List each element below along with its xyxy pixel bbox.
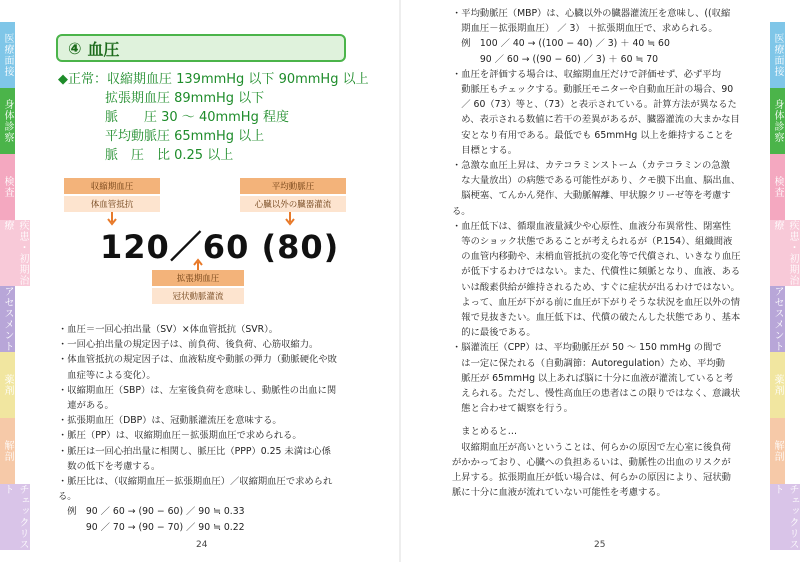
text-line: 脈圧が 65mmHg 以上あれば脳に十分に血液が灌流していると考: [452, 372, 734, 384]
bp-diagram: [60, 178, 350, 308]
text-line: な大量放出）の病態である可能性があり、クモ膜下出血、脳出血、: [452, 175, 741, 187]
text-line: ・脈圧比は、（収縮期血圧－拡張期血圧）／収縮期血圧で求められる。: [58, 476, 333, 503]
text-line: いは酸素供給が維持されるため、すぐに症状が出るわけではない。: [452, 281, 740, 293]
text-line: が低下するわけではない。また、代償性に頻脈となり、血液、ある: [452, 266, 741, 278]
book-spine: [399, 0, 401, 562]
normal-value: 脈 圧 30 ～ 40mmHg 程度: [105, 110, 289, 125]
systolic-box: 収縮期血圧: [64, 178, 160, 194]
index-tab[interactable]: 検査: [0, 154, 15, 220]
text-line: 収縮期血圧が高いということは、何らかの原因で左心室に後負荷: [452, 441, 731, 453]
index-tab[interactable]: アセスメント: [2, 286, 13, 352]
text-line: 態と合わせて観察を行う。: [452, 403, 573, 415]
bp-value: 120／60 (80): [100, 228, 340, 266]
text-line: の血管内移動や、末梢血管抵抗の変化等で代償され、いきなり血圧: [452, 251, 741, 263]
index-tab[interactable]: 薬剤: [0, 352, 15, 418]
normal-row: [58, 127, 369, 146]
text-line: 脈に十分に血液が流れていない可能性を考慮する。: [452, 487, 666, 499]
map-box: 平均動脈圧: [240, 178, 346, 194]
text-line: 動脈圧もチェックする。動脈圧モニターや自動血圧計の場合、90: [452, 84, 734, 96]
text-line: ・一回心拍出量の規定因子は、前負荷、後負荷、心筋収縮力。: [58, 339, 319, 351]
text-line: [452, 416, 748, 424]
index-tab[interactable]: 検査: [770, 154, 785, 220]
text-line: ／ 60（73）等と、（73）と表示されている。計算方法が異なるた: [452, 99, 737, 111]
text-line: ・血圧を評価する場合は、収縮期血圧だけで評価せず、必ず平均: [452, 68, 721, 80]
right-index-tabs: [770, 22, 800, 550]
right-body-text: [452, 6, 748, 501]
index-tab[interactable]: 医療面接: [770, 22, 785, 88]
section-heading: [56, 34, 346, 62]
text-line: ・脳灌流圧（CPP）は、平均動脈圧が 50 ～ 150 mmHg の間で: [452, 342, 722, 354]
text-line: ・体血管抵抗の規定因子は、血液粘度や動脈の弾力（動脈硬化や敗: [58, 354, 337, 366]
text-line: ・急激な血圧上昇は、カテコラミンストーム（カテコラミンの急激: [452, 160, 730, 172]
index-tab[interactable]: 疾患・初期治療: [2, 220, 28, 286]
text-line: 上昇する。拡張期血圧が低い場合は、何らかの原因により、冠状動: [452, 472, 731, 484]
text-line: 報で見抜きたい。血圧低下は、代償の破たんした状態であり、基本: [452, 312, 741, 324]
section-number: ④: [68, 38, 82, 58]
normal-row: [58, 146, 369, 165]
text-line: 期血圧－拡張期血圧） ／ 3） ＋拡張期血圧で、求められる。: [452, 23, 718, 35]
normal-label: ◆正常：: [58, 72, 107, 87]
text-line: 安となり有用である。最低でも 65mmHg 以上を維持することを: [452, 129, 734, 141]
normal-row: [58, 70, 369, 89]
normal-value: 脈 圧 比 0.25 以上: [105, 148, 234, 163]
normal-value: 収縮期血圧 139mmHg 以下 90mmHg 以上: [107, 72, 369, 87]
text-line: 90 ／ 70 → (90 − 70) ／ 90 ≒ 0.22: [58, 521, 245, 533]
page-number-left: 24: [196, 540, 208, 550]
text-line: 例 90 ／ 60 → (90 − 60) ／ 90 ≒ 0.33: [58, 506, 245, 518]
text-line: 等のショック状態であることが考えられるが（P.154）、組織間液: [452, 236, 733, 248]
normal-value: 平均動脈圧 65mmHg 以上: [105, 129, 265, 144]
resistance-box: 体血管抵抗: [64, 196, 160, 212]
text-line: 目標とする。: [452, 144, 518, 156]
coronary-box: 冠状動脈灌流: [152, 288, 244, 304]
text-line: 血症等による変化）。: [58, 369, 156, 381]
text-line: えられる。ただし、慢性高血圧の患者はこの限りではなく、意識状: [452, 388, 741, 400]
index-tab[interactable]: 身体診察: [0, 88, 15, 154]
index-tab[interactable]: チェックリスト: [772, 484, 798, 550]
diastolic-box: 拡張期血圧: [152, 270, 244, 286]
index-tab[interactable]: 薬剤: [770, 352, 785, 418]
normal-row: [58, 108, 369, 127]
normal-row: [58, 89, 369, 108]
index-tab[interactable]: 疾患・初期治療: [772, 220, 798, 286]
text-line: まとめると…: [452, 426, 518, 438]
section-title: 血圧: [87, 39, 120, 59]
normal-values: [58, 70, 369, 165]
text-line: は一定に保たれる（自動調節：Autoregulation）ため、平均動: [452, 357, 725, 369]
text-line: ・血圧＝一回心拍出量（SV）×体血管抵抗（SVR）。: [58, 324, 279, 335]
normal-value: 拡張期血圧 89mmHg 以下: [105, 91, 265, 106]
left-index-tabs: [0, 22, 30, 550]
text-line: 脳梗塞、てんかん発作、大動脈解離、甲状腺クリーゼ等を考慮する。: [452, 190, 731, 217]
index-tab[interactable]: 医療面接: [0, 22, 15, 88]
text-line: ・収縮期血圧（SBP）は、左室後負荷を意味し、動脈性の出血に関: [58, 384, 337, 396]
page-number-right: 25: [594, 540, 606, 550]
text-line: 例 100 ／ 40 → ((100 − 40) ／ 3) ＋ 40 ≒ 60: [452, 38, 670, 50]
index-tab[interactable]: アセスメント: [772, 286, 783, 352]
text-line: ・脈圧（PP）は、収縮期血圧－拡張期血圧で求められる。: [58, 430, 302, 442]
index-tab[interactable]: 解剖: [770, 418, 785, 484]
text-line: がかかっており、心臓への負担あるいは、動脈性の出血のリスクが: [452, 456, 731, 468]
text-line: ・拡張期血圧（DBP）は、冠動脈灌流圧を意味する。: [58, 415, 282, 427]
index-tab[interactable]: チェックリスト: [2, 484, 28, 550]
index-tab[interactable]: 身体診察: [770, 88, 785, 154]
text-line: 90 ／ 60 → ((90 − 60) ／ 3) ＋ 60 ≒ 70: [452, 53, 659, 65]
perfusion-box: 心臓以外の臓器灌流: [240, 196, 346, 212]
text-line: ・平均動脈圧（MBP）は、心臓以外の臓器灌流圧を意味し、((収縮: [452, 8, 731, 19]
index-tab[interactable]: 解剖: [0, 418, 15, 484]
text-line: ・血圧低下は、循環血液量減少や心原性、血液分布異常性、閉塞性: [452, 220, 731, 232]
text-line: よって、血圧が下がる前に血圧が下がりそうな状況を血圧以外の情: [452, 296, 741, 308]
text-line: 数の低下を考慮する。: [58, 460, 161, 472]
text-line: 連がある。: [58, 400, 114, 412]
text-line: ・脈圧は一回心拍出量に相関し、脈圧比（PPP）0.25 未満は心係: [58, 445, 331, 457]
text-line: 的に最後である。: [452, 327, 536, 339]
text-line: め、表示される数値に若干の差異があるが、臓器灌流の大まかな目: [452, 114, 740, 126]
left-body-text: [58, 322, 348, 535]
